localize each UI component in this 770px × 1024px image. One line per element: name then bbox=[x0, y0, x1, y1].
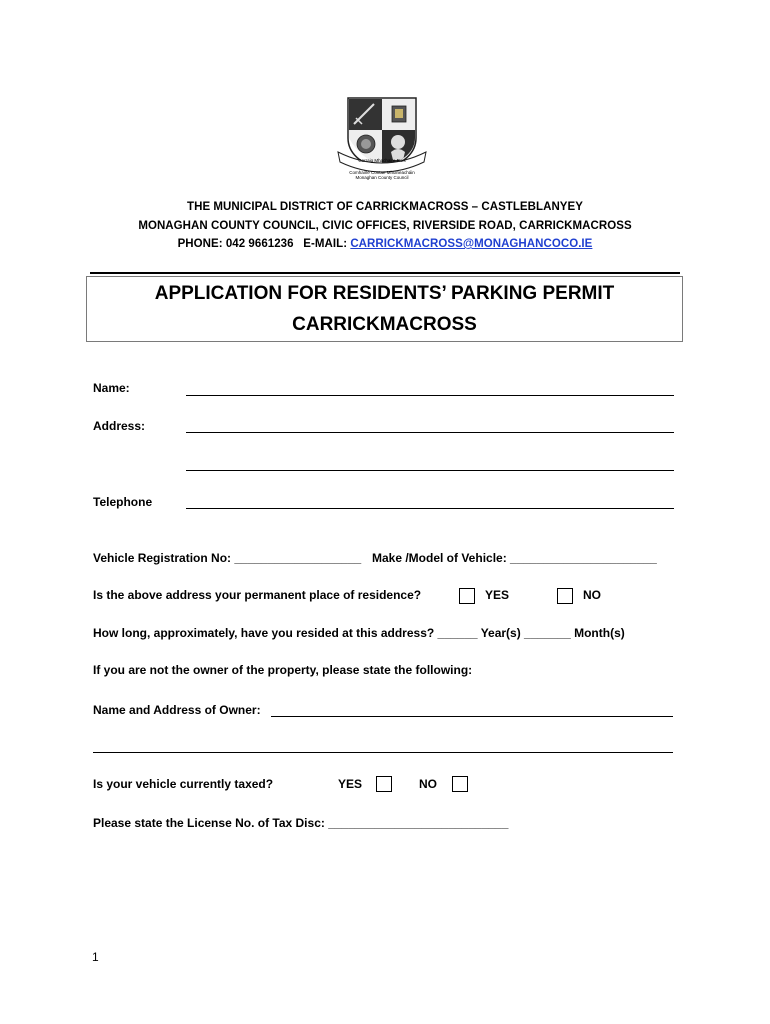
vehicle-make-model-label[interactable]: Make /Model of Vehicle: ______________________ bbox=[372, 551, 657, 565]
header-email-link[interactable]: CARRICKMACROSS@MONAGHANCOCO.IE bbox=[350, 238, 593, 250]
taxed-no-label: NO bbox=[419, 777, 437, 791]
form-title: APPLICATION FOR RESIDENTS’ PARKING PERMIT bbox=[154, 283, 615, 304]
address-label: Address: bbox=[93, 419, 146, 433]
title-top-rule bbox=[90, 272, 680, 274]
permanent-yes-label: YES bbox=[485, 588, 510, 602]
name-label: Name: bbox=[93, 381, 130, 395]
crest-caption-line2: Monaghan County Council bbox=[355, 175, 409, 180]
permanent-no-label: NO bbox=[583, 588, 601, 602]
form-subtitle: CARRICKMACROSS bbox=[292, 314, 477, 335]
header-contact-line bbox=[0, 238, 770, 250]
name-input-line[interactable] bbox=[186, 395, 674, 396]
owner-name-address-label: Name and Address of Owner: bbox=[93, 703, 261, 717]
header-council-address: MONAGHAN COUNTY COUNCIL, CIVIC OFFICES, RIVERSIDE ROAD, CARRICKMACROSS bbox=[138, 220, 632, 232]
taxed-no-checkbox[interactable] bbox=[452, 776, 468, 792]
header-phone: PHONE: 042 9661236 E-MAIL: bbox=[177, 238, 351, 250]
address-input-line-2[interactable] bbox=[186, 470, 674, 471]
telephone-input-line[interactable] bbox=[186, 508, 674, 509]
header-district-line: THE MUNICIPAL DISTRICT OF CARRICKMACROSS – CASTLEBLANYEY bbox=[187, 201, 583, 213]
title-box bbox=[86, 276, 683, 342]
crest-motto: Carraig Mhachaire Rois bbox=[358, 158, 406, 163]
crest-caption-line1: Comhairle Contae Mhuineacháin bbox=[349, 170, 415, 175]
address-input-line-1[interactable] bbox=[186, 432, 674, 433]
license-tax-disc-label[interactable]: Please state the License No. of Tax Disc: ___________________________ bbox=[93, 816, 509, 830]
permanent-yes-checkbox[interactable] bbox=[459, 588, 475, 604]
vehicle-taxed-question: Is your vehicle currently taxed? bbox=[93, 777, 274, 791]
owner-name-address-line-1[interactable] bbox=[271, 716, 673, 717]
vehicle-registration-label[interactable]: Vehicle Registration No: ___________________ bbox=[93, 551, 362, 565]
owner-name-address-line-2[interactable] bbox=[93, 752, 673, 753]
taxed-yes-label: YES bbox=[338, 777, 363, 791]
permanent-no-checkbox[interactable] bbox=[557, 588, 573, 604]
telephone-label: Telephone bbox=[93, 495, 153, 509]
taxed-yes-checkbox[interactable] bbox=[376, 776, 392, 792]
not-owner-instruction: If you are not the owner of the property, please state the following: bbox=[93, 663, 473, 677]
permanent-residence-question: Is the above address your permanent place of residence? bbox=[93, 588, 422, 602]
page-number: 1 bbox=[92, 950, 99, 964]
resided-duration-question[interactable]: How long, approximately, have you resided at this address? ______ Year(s) _______ Month(s) bbox=[93, 626, 625, 640]
council-crest-logo bbox=[336, 94, 428, 186]
